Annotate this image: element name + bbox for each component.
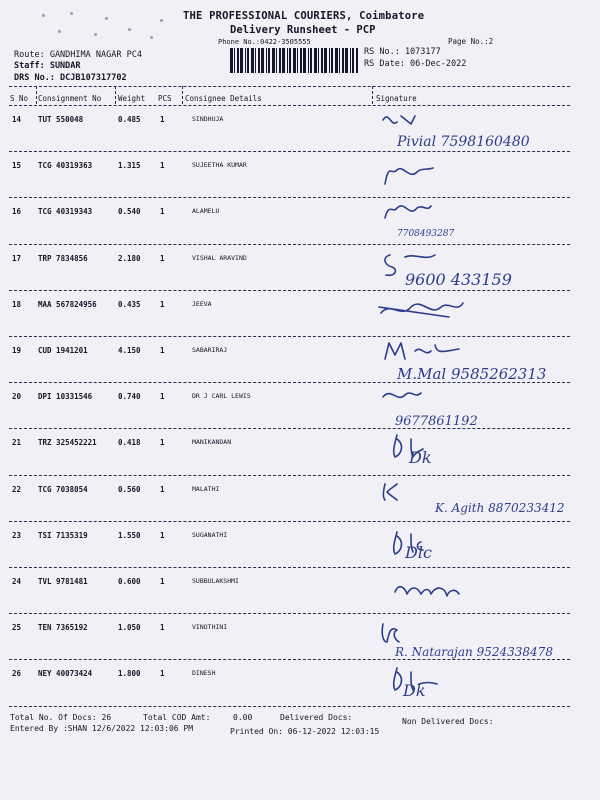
table-row xyxy=(0,429,600,475)
row-weight: 0.560 xyxy=(118,484,141,494)
row-weight: 0.435 xyxy=(118,299,141,309)
row-weight: 1.315 xyxy=(118,161,141,171)
signature-stroke xyxy=(382,624,399,642)
row-consignment: CUD 1941201 xyxy=(38,346,88,355)
column-sno: S No xyxy=(10,94,29,103)
column-signature: Signature xyxy=(376,94,417,103)
signature-text: 9677861192 xyxy=(395,414,478,430)
row-consignment: TCG 40319363 xyxy=(38,161,93,171)
signature-mark xyxy=(375,108,575,152)
row-pcs: 1 xyxy=(160,115,165,124)
row-consignment: MAA 567824956 xyxy=(38,299,97,309)
staff-label: Staff: SUNDAR xyxy=(14,61,81,71)
signature-mark xyxy=(375,570,575,614)
signature-text: K. Agith 8870233412 xyxy=(435,500,565,515)
row-consignment: TSI 7135319 xyxy=(38,530,88,540)
row-pcs: 1 xyxy=(160,253,165,263)
row-pcs: 1 xyxy=(160,623,165,633)
table-row xyxy=(0,337,600,383)
row-consignment: TRZ 325452221 xyxy=(38,438,97,448)
row-pcs: 1 xyxy=(160,207,165,217)
non-delivered-docs: Non Delivered Docs: xyxy=(402,717,494,726)
row-consignee: DR J CARL LEWIS xyxy=(192,392,251,401)
row-pcs: 1 xyxy=(160,438,165,448)
row-sno: 21 xyxy=(12,438,22,448)
rs-number: RS No.: 1073177 xyxy=(364,47,441,57)
total-cod-label: Total COD Amt: xyxy=(143,713,211,722)
row-pcs: 1 xyxy=(160,577,165,586)
column-pcs: PCS xyxy=(158,94,172,103)
row-consignee: MANIKANDAN xyxy=(192,438,232,447)
row-consignee: VINOTHINI xyxy=(192,623,228,632)
row-pcs: 1 xyxy=(160,346,165,355)
table-row xyxy=(0,660,600,706)
row-sno: 19 xyxy=(12,346,22,355)
signature-stroke xyxy=(395,587,459,596)
table-row xyxy=(0,198,600,244)
row-consignment: TVL 9781481 xyxy=(38,577,88,586)
signature-mark xyxy=(375,200,575,244)
column-consignee: Consignee Details xyxy=(185,94,262,103)
signature-mark xyxy=(375,524,575,568)
table-row xyxy=(0,476,600,522)
row-consignee: VISHAL ARAVIND xyxy=(192,253,247,262)
table-row xyxy=(0,152,600,198)
row-consignee: SINDHUJA xyxy=(192,115,224,123)
row-sno: 18 xyxy=(12,299,22,309)
printed-on: Printed On: 06-12-2022 12:03:15 xyxy=(230,727,380,736)
signature-mark xyxy=(375,385,575,429)
signature-mark xyxy=(375,478,575,522)
table-row xyxy=(0,106,600,152)
page-number: Page No.:2 xyxy=(448,37,494,46)
signature-text: Dk xyxy=(409,448,432,468)
row-consignee: MALATHI xyxy=(192,484,220,493)
column-consignment: Consignment No xyxy=(38,94,102,103)
table-row xyxy=(0,291,600,337)
row-consignee: SUBBULAKSHMI xyxy=(192,577,239,585)
row-weight: 0.600 xyxy=(118,577,141,586)
row-weight: 1.800 xyxy=(118,669,141,679)
row-sno: 16 xyxy=(12,207,22,217)
document-title: THE PROFESSIONAL COURIERS, Coimbatore xyxy=(183,10,425,22)
row-weight: 0.740 xyxy=(118,392,141,402)
row-consignment: TCG 7038054 xyxy=(38,484,88,494)
row-consignment: DPI 10331546 xyxy=(38,392,93,402)
row-divider xyxy=(9,706,570,707)
rs-date: RS Date: 06-Dec-2022 xyxy=(364,59,467,69)
row-sno: 15 xyxy=(12,161,22,171)
row-pcs: 1 xyxy=(160,299,165,309)
signature-mark xyxy=(375,339,575,383)
signature-stroke xyxy=(383,393,421,397)
row-consignment: TEN 7365192 xyxy=(38,623,88,633)
signature-text: Pivial 7598160480 xyxy=(397,134,530,150)
row-weight: 0.540 xyxy=(118,207,141,217)
row-sno: 20 xyxy=(12,392,22,402)
row-consignee: JEEVA xyxy=(192,299,212,308)
signature-mark xyxy=(375,431,575,475)
barcode xyxy=(230,48,358,73)
signature-mark xyxy=(375,293,575,337)
row-consignment: TRP 7834856 xyxy=(38,253,88,263)
column-weight: Weight xyxy=(118,94,146,103)
signature-mark xyxy=(375,616,575,660)
signature-stroke xyxy=(385,206,431,218)
row-pcs: 1 xyxy=(160,484,165,494)
row-consignee: SUJEETHA KUMAR xyxy=(192,161,247,170)
table-row xyxy=(0,522,600,568)
document-subtitle: Delivery Runsheet - PCP xyxy=(230,24,376,36)
signature-text: M.Mal 9585262313 xyxy=(397,365,547,383)
signature-stroke xyxy=(379,303,463,317)
table-row xyxy=(0,614,600,660)
signature-text: R. Natarajan 9524338478 xyxy=(395,645,553,660)
table-row xyxy=(0,245,600,291)
total-docs: Total No. Of Docs: 26 xyxy=(10,713,112,722)
signature-mark xyxy=(375,247,575,291)
row-consignee: ALAMELU xyxy=(192,207,220,216)
route-label: Route: GANDHIMA NAGAR PC4 xyxy=(14,50,142,60)
delivered-docs: Delivered Docs: xyxy=(280,713,353,722)
row-consignee: SABARIRAJ xyxy=(192,346,228,354)
row-pcs: 1 xyxy=(160,392,165,402)
row-consignee: DINESH xyxy=(192,669,216,678)
signature-text: 7708493287 xyxy=(397,229,455,240)
drs-number: DRS No.: DCJB107317702 xyxy=(14,73,127,83)
row-weight: 0.418 xyxy=(118,438,141,448)
row-weight: 2.180 xyxy=(118,253,141,263)
row-pcs: 1 xyxy=(160,161,165,171)
row-sno: 24 xyxy=(12,577,22,586)
table-row xyxy=(0,383,600,429)
row-consignment: TUT 550048 xyxy=(38,115,84,124)
row-weight: 1.050 xyxy=(118,623,141,633)
row-consignment: NEY 40073424 xyxy=(38,669,93,679)
row-sno: 25 xyxy=(12,623,22,633)
row-sno: 14 xyxy=(12,115,22,124)
signature-stroke xyxy=(385,168,433,184)
row-sno: 23 xyxy=(12,530,22,540)
row-pcs: 1 xyxy=(160,530,165,540)
signature-text: 9600 433159 xyxy=(405,269,512,289)
signature-stroke xyxy=(383,116,415,124)
row-sno: 22 xyxy=(12,484,22,494)
entered-by: Entered By :SHAN 12/6/2022 12:03:06 PM xyxy=(10,724,194,733)
table-row xyxy=(0,568,600,614)
signature-mark xyxy=(375,154,575,198)
row-consignee: SUGANATHI xyxy=(192,530,228,539)
row-weight: 1.550 xyxy=(118,530,141,540)
total-cod-value: 0.00 xyxy=(233,713,253,722)
phone-number: Phone No.:0422-3505555 xyxy=(218,38,311,46)
row-pcs: 1 xyxy=(160,669,165,679)
row-consignment: TCG 40319343 xyxy=(38,207,93,217)
signature-mark xyxy=(375,662,575,706)
row-weight: 0.485 xyxy=(118,115,141,124)
signature-text: Dk xyxy=(403,681,426,701)
row-weight: 4.150 xyxy=(118,346,141,355)
signature-stroke xyxy=(384,484,398,500)
signature-text: Dlc xyxy=(405,542,432,562)
row-sno: 17 xyxy=(12,253,22,263)
signature-stroke xyxy=(385,343,459,359)
row-sno: 26 xyxy=(12,669,22,679)
